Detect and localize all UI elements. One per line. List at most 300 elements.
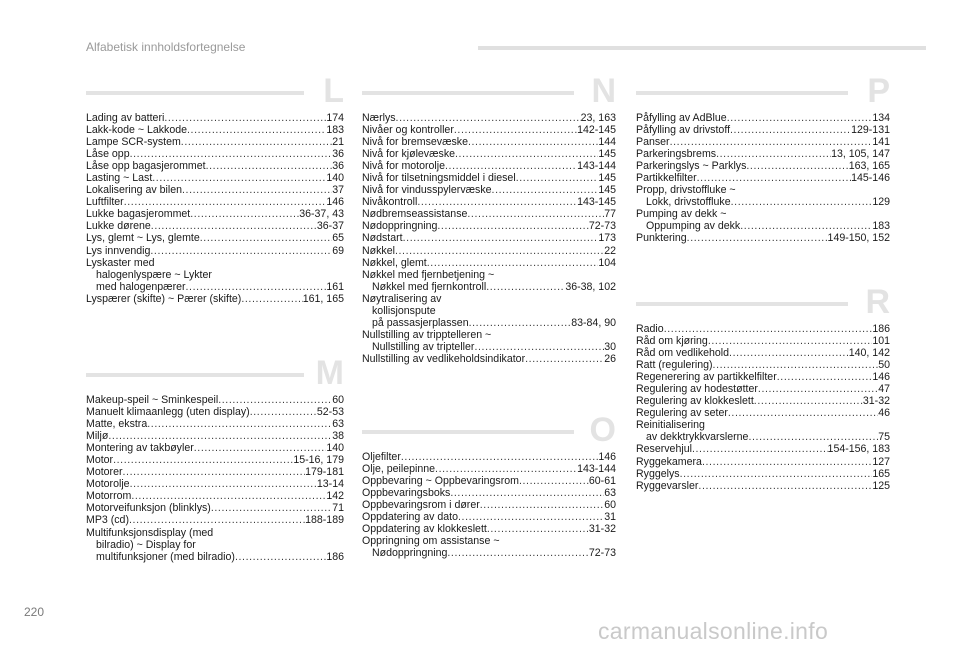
index-entry	[362, 535, 616, 559]
entry-row	[636, 148, 890, 160]
entry-pages: 47	[878, 383, 890, 396]
entry-row	[636, 359, 890, 371]
entry-term-line: Nøytralisering av	[362, 292, 442, 305]
entry-pages: 143-144	[577, 463, 616, 476]
entry-pages: 173	[598, 232, 616, 245]
entry-term-line: Nøkkel med fjernbetjening ~	[362, 268, 495, 281]
entry-term-line: halogenlyspære ~ Lykter	[96, 268, 212, 281]
entry-term: Nærlys	[362, 112, 396, 124]
entry-pages: 36	[332, 148, 344, 161]
entry-term: Regenerering av partikkelfilter	[636, 371, 777, 384]
dot-leader	[716, 148, 831, 160]
entry-term: Lukke dørene	[86, 220, 151, 233]
entry-row	[86, 172, 344, 184]
entry-row	[362, 124, 616, 136]
entry-row	[86, 245, 344, 257]
index-entry	[362, 475, 616, 487]
entry-pages: 31	[604, 511, 616, 524]
dot-leader	[469, 317, 572, 329]
entry-pages: 38	[332, 430, 344, 443]
entry-term: Nøkkel	[362, 244, 395, 257]
entry-pages: 72-73	[588, 220, 616, 233]
index-entry	[636, 468, 890, 480]
index-entry	[86, 112, 344, 124]
entry-row	[362, 475, 616, 487]
entry-pages: 125	[872, 479, 890, 492]
dot-leader	[241, 293, 302, 305]
dot-leader	[702, 456, 872, 468]
entry-row	[86, 160, 344, 172]
index-entry	[86, 478, 344, 490]
index-entry	[86, 514, 344, 526]
entry-pages: 161	[326, 280, 344, 293]
entry-row	[362, 160, 616, 172]
entry-row	[86, 430, 344, 442]
entry-pages: 161, 165	[302, 292, 344, 305]
entry-term: Låse opp bagasjerommet	[86, 160, 206, 173]
entry-row	[362, 148, 616, 160]
entry-pages: 140	[326, 172, 344, 185]
entry-row	[362, 184, 616, 196]
entry-row	[362, 112, 616, 124]
entry-term: Oppbevaring ~ Oppbevaringsrom	[362, 475, 519, 488]
entry-pages: 63	[604, 487, 616, 500]
section-header	[86, 354, 344, 394]
entry-term: Nødoppringning	[362, 220, 438, 233]
dot-leader	[754, 395, 863, 407]
entry-row	[362, 172, 616, 184]
entry-row	[636, 112, 890, 124]
entry-pages: 183	[326, 124, 344, 137]
entry-term: Motorveifunksjon (blinklys)	[86, 502, 211, 515]
entry-term-line: Nullstilling av tripptelleren ~	[362, 328, 492, 341]
index-entry	[362, 196, 616, 208]
dot-leader	[150, 245, 332, 257]
index-entry	[362, 232, 616, 244]
dot-leader	[200, 232, 332, 244]
dot-leader	[748, 431, 878, 443]
entry-pages: 63	[332, 418, 344, 431]
entry-term: Råd om kjøring	[636, 335, 708, 348]
dot-leader	[670, 136, 873, 148]
entry-pages: 36-37	[316, 220, 344, 233]
entry-term: Makeup-speil ~ Sminkespeil	[86, 394, 219, 406]
entry-pages: 77	[604, 208, 616, 221]
entry-pages: 69	[332, 244, 344, 257]
entry-term: MP3 (cd)	[86, 514, 129, 527]
section-letter: R	[865, 283, 890, 321]
section-letter: N	[591, 72, 616, 110]
index-entry	[362, 353, 616, 365]
entry-term: Motorer	[86, 466, 123, 479]
entry-pages: 46	[878, 407, 890, 420]
dot-leader	[190, 208, 299, 220]
entry-row	[86, 232, 344, 244]
index-entry	[362, 112, 616, 124]
index-entry	[362, 293, 616, 329]
section-letter: L	[323, 72, 344, 110]
entry-term: Reservehjul	[636, 443, 692, 456]
entry-term: Nivåkontroll	[362, 196, 418, 209]
entry-term: Motorrom	[86, 490, 132, 503]
entry-term: Nivå for tilsetningsmiddel i diesel	[362, 172, 516, 185]
entry-row	[636, 480, 890, 492]
entry-pages: 36	[332, 160, 344, 173]
section-rule	[362, 91, 574, 95]
index-entry	[86, 245, 344, 257]
entry-row	[362, 257, 616, 269]
entry-row	[362, 341, 616, 353]
entry-row	[636, 407, 890, 419]
entry-term: Oppdatering av klokkeslett	[362, 523, 487, 536]
entry-term: Lading av batteri	[86, 112, 165, 124]
dot-leader	[151, 220, 317, 232]
index-entry	[86, 442, 344, 454]
entry-row	[362, 511, 616, 523]
entry-term-line: kollisjonspute	[372, 304, 436, 317]
index-entry	[362, 511, 616, 523]
dot-leader	[454, 124, 577, 136]
entry-term: Regulering av klokkeslett	[636, 395, 754, 408]
entry-term: Oppbevaringsboks	[362, 487, 451, 500]
dot-leader	[396, 112, 581, 124]
dot-leader	[467, 208, 604, 220]
entry-term: Låse opp	[86, 148, 130, 161]
index-entry	[86, 160, 344, 172]
section-l	[86, 72, 344, 305]
index-entry	[362, 487, 616, 499]
dot-leader	[211, 502, 332, 514]
index-entry	[86, 418, 344, 430]
entry-term: Matte, ekstra	[86, 418, 148, 431]
index-entry	[636, 136, 890, 148]
entry-row	[636, 136, 890, 148]
index-entry	[86, 196, 344, 208]
index-entry	[86, 124, 344, 136]
dot-leader	[729, 347, 849, 359]
entry-row	[362, 220, 616, 232]
header-rule	[478, 46, 926, 50]
dot-leader	[206, 160, 333, 172]
entry-term: Lokk, drivstoffluke	[646, 196, 731, 209]
entry-pages: 149-150, 152	[827, 232, 890, 245]
entry-row	[636, 323, 890, 335]
entry-row	[636, 456, 890, 468]
entry-term: Lasting ~ Last	[86, 172, 153, 185]
section-letter: P	[867, 72, 890, 110]
entry-term: Lakk-kode ~ Lakkode	[86, 124, 188, 137]
entry-term: Nøkkel, glemt	[362, 256, 427, 269]
entry-term: Oppumping av dekk	[646, 220, 741, 233]
section-header	[362, 411, 616, 451]
index-entry	[636, 124, 890, 136]
entry-list	[86, 112, 344, 305]
entry-term: Oppdatering av dato	[362, 511, 459, 524]
entry-row	[636, 371, 890, 383]
entry-list	[636, 112, 890, 245]
index-entry	[362, 463, 616, 475]
index-entry	[362, 172, 616, 184]
dot-leader	[727, 112, 873, 124]
entry-pages: 144	[598, 136, 616, 149]
entry-row	[636, 395, 890, 407]
index-entry	[636, 160, 890, 172]
entry-term: Panser	[636, 136, 670, 149]
index-entry	[86, 257, 344, 293]
entry-term: Nivåer og kontroller	[362, 124, 454, 137]
dot-leader	[401, 451, 598, 463]
index-entry	[362, 148, 616, 160]
dot-leader	[450, 487, 604, 499]
entry-pages: 30	[604, 340, 616, 353]
dot-leader	[468, 136, 598, 148]
entry-pages: 60	[332, 394, 344, 406]
index-entry	[636, 335, 890, 347]
dot-leader	[124, 196, 327, 208]
dot-leader	[480, 499, 604, 511]
entry-pages: 50	[878, 359, 890, 372]
index-entry	[636, 371, 890, 383]
entry-row	[636, 335, 890, 347]
entry-pages: 188-189	[305, 514, 344, 527]
entry-pages: 146	[326, 196, 344, 209]
entry-term: Olje, peilepinne	[362, 463, 436, 476]
entry-term: Oppbevaringsrom i dører	[362, 499, 480, 512]
entry-term: Ryggevarsler	[636, 479, 699, 492]
entry-term: Lyspærer (skifte) ~ Pærer (skifte)	[86, 292, 242, 305]
entry-pages: 23, 163	[580, 112, 616, 124]
dot-leader	[492, 184, 599, 196]
entry-row	[362, 523, 616, 535]
entry-pages: 83-84, 90	[571, 316, 616, 329]
entry-pages: 15-16, 179	[293, 454, 344, 467]
entry-term: Motorolje	[86, 478, 130, 491]
entry-list	[636, 323, 890, 492]
section-header	[362, 72, 616, 112]
dot-leader	[713, 359, 879, 371]
entry-term: Påfylling av drivstoff	[636, 124, 731, 137]
index-entry	[636, 383, 890, 395]
dot-leader	[235, 551, 326, 563]
entry-row	[636, 160, 890, 172]
entry-term: med halogenpærer	[96, 280, 186, 293]
index-entry	[86, 184, 344, 196]
index-entry	[362, 257, 616, 269]
entry-list	[86, 394, 344, 563]
entry-term: Nivå for bremsevæske	[362, 136, 468, 149]
index-entry	[86, 220, 344, 232]
entry-row	[86, 454, 344, 466]
dot-leader	[437, 220, 589, 232]
dot-leader	[403, 232, 599, 244]
dot-leader	[455, 148, 598, 160]
entry-pages: 142	[326, 490, 344, 503]
section-header	[636, 283, 890, 323]
index-entry	[362, 184, 616, 196]
entry-pages: 129	[872, 196, 890, 209]
entry-pages: 36-37, 43	[299, 208, 344, 221]
entry-term: Nivå for vindusspylervæske	[362, 184, 492, 197]
entry-pages: 146	[598, 451, 616, 463]
entry-row	[86, 406, 344, 418]
index-entry	[362, 523, 616, 535]
entry-term: Nødoppringning	[372, 547, 448, 560]
entry-row	[636, 347, 890, 359]
dot-leader	[164, 112, 326, 124]
entry-row	[86, 418, 344, 430]
section-rule	[362, 430, 574, 434]
entry-pages: 146	[872, 371, 890, 384]
dot-leader	[131, 490, 326, 502]
entry-pages: 52-53	[316, 406, 344, 419]
entry-row	[362, 317, 616, 329]
entry-term: Partikkelfilter	[636, 172, 697, 185]
dot-leader	[730, 124, 851, 136]
dot-leader	[113, 454, 293, 466]
index-entry	[86, 172, 344, 184]
entry-pages: 186	[872, 323, 890, 335]
section-n	[362, 72, 616, 365]
entry-row	[362, 196, 616, 208]
entry-term-line: Propp, drivstoffluke ~	[636, 184, 736, 197]
entry-row	[636, 383, 890, 395]
dot-leader	[152, 172, 326, 184]
entry-term: Radio	[636, 323, 664, 335]
entry-row	[362, 499, 616, 511]
entry-row	[636, 172, 890, 184]
index-entry	[362, 208, 616, 220]
entry-pages: 36-38, 102	[565, 280, 616, 293]
entry-row	[86, 514, 344, 526]
entry-pages: 174	[326, 112, 344, 124]
entry-term: Punktering	[636, 232, 687, 245]
section-rule	[86, 373, 304, 377]
entry-row	[636, 431, 890, 443]
section-o	[362, 411, 616, 560]
dot-leader	[698, 480, 872, 492]
entry-term-line: Lyskaster med	[86, 256, 155, 269]
dot-leader	[740, 220, 872, 232]
index-entry	[86, 148, 344, 160]
entry-term: Luftfilter	[86, 196, 124, 209]
index-entry	[86, 527, 344, 563]
index-entry	[362, 269, 616, 293]
entry-row	[86, 148, 344, 160]
entry-row	[86, 196, 344, 208]
index-entry	[86, 232, 344, 244]
entry-term: Manuelt klimaanlegg (uten display)	[86, 406, 250, 419]
index-entry	[636, 148, 890, 160]
entry-row	[86, 394, 344, 406]
index-entry	[86, 454, 344, 466]
entry-term: Lys, glemt ~ Lys, glemte	[86, 232, 200, 245]
entry-term-line: Oppringning om assistanse ~	[362, 535, 500, 548]
dot-leader	[516, 172, 599, 184]
entry-row	[362, 281, 616, 293]
entry-row	[362, 487, 616, 499]
entry-row	[362, 136, 616, 148]
dot-leader	[680, 468, 873, 480]
dot-leader	[692, 443, 828, 455]
index-entry	[636, 208, 890, 232]
index-entry	[636, 395, 890, 407]
entry-row	[362, 245, 616, 257]
entry-row	[362, 547, 616, 559]
entry-pages: 134	[872, 112, 890, 124]
entry-term: Motor	[86, 454, 114, 467]
dot-leader	[427, 257, 599, 269]
dot-leader	[487, 523, 589, 535]
dot-leader	[395, 245, 604, 257]
entry-term: Nullstilling av tripteller	[372, 340, 475, 353]
dot-leader	[435, 463, 577, 475]
entry-row	[636, 443, 890, 455]
entry-term: Nivå for kjølevæske	[362, 148, 456, 161]
entry-pages: 145	[598, 172, 616, 185]
dot-leader	[486, 281, 565, 293]
entry-row	[636, 220, 890, 232]
entry-pages: 37	[332, 184, 344, 197]
entry-row	[362, 463, 616, 475]
entry-pages: 140	[326, 442, 344, 455]
section-letter: O	[589, 411, 616, 449]
entry-term-line: Reinitialisering	[636, 419, 705, 432]
entry-row	[86, 466, 344, 478]
entry-row	[86, 112, 344, 124]
entry-pages: 65	[332, 232, 344, 245]
index-entry	[636, 419, 890, 443]
watermark: carmanualsonline.info	[598, 618, 829, 644]
index-entry	[636, 112, 890, 124]
index-entry	[86, 136, 344, 148]
entry-pages: 104	[598, 256, 616, 269]
entry-term: Råd om vedlikehold	[636, 347, 730, 360]
dot-leader	[447, 547, 589, 559]
entry-row	[362, 208, 616, 220]
entry-row	[86, 502, 344, 514]
index-entry	[636, 232, 890, 244]
index-entry	[362, 124, 616, 136]
entry-pages: 186	[326, 550, 344, 563]
section-rule	[86, 91, 304, 95]
section-header	[86, 72, 344, 112]
dot-leader	[758, 383, 878, 395]
dot-leader	[708, 335, 872, 347]
entry-row	[362, 451, 616, 463]
entry-list	[362, 451, 616, 559]
dot-leader	[445, 160, 577, 172]
page-header-title: Alfabetisk innholdsfortegnelse	[86, 40, 246, 54]
dot-leader	[130, 148, 333, 160]
entry-pages: 101	[872, 335, 890, 348]
index-entry	[636, 456, 890, 468]
index-entry	[636, 407, 890, 419]
index-entry	[636, 480, 890, 492]
entry-pages: 145	[598, 184, 616, 197]
page-number: 220	[24, 605, 45, 619]
dot-leader	[777, 371, 873, 383]
dot-leader	[728, 407, 878, 419]
index-entry	[86, 394, 344, 406]
entry-row	[86, 124, 344, 136]
entry-pages: 60	[604, 499, 616, 512]
entry-pages: 13-14	[316, 478, 344, 491]
entry-row	[86, 281, 344, 293]
index-entry	[362, 136, 616, 148]
section-header	[636, 72, 890, 112]
entry-row	[636, 468, 890, 480]
entry-row	[86, 293, 344, 305]
